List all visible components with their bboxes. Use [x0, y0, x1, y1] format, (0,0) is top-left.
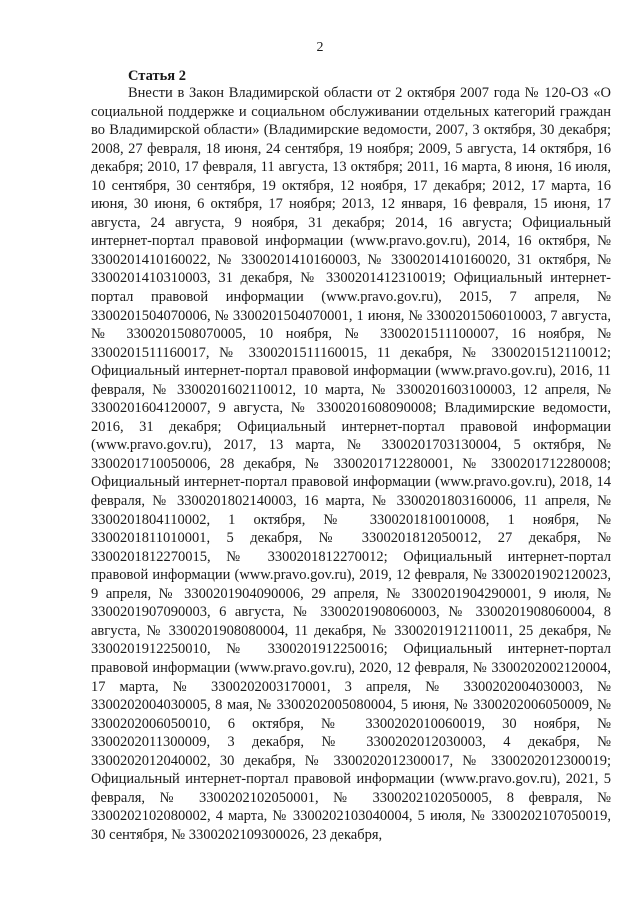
page-number: 2: [316, 40, 324, 55]
article-heading: Статья 2: [128, 68, 186, 84]
article-body-text: Внести в Закон Владимирской области от 2 октября 2007 года № 120-ОЗ «О социальной поддержке и социальном обслуживании отдельных категорий граждан во Владимирской области» (Владимирские ведомости, 2007, 3 октября, 30 декабря; 2008, 27 февраля, 18 июня, 24 сентября, 19 ноября; 2009, 5 августа, 14 октября, 16 декабря; 2010, 17 февраля, 11 августа, 13 октября; 2011, 16 марта, 8 июня, 16 июля, 10 сентября, 30 сентября, 19 октября, 12 ноября, 17 декабря; 2012, 17 марта, 16 июня, 30 июня, 6 октября, 17 ноября; 2013, 12 января, 16 февраля, 15 июня, 17 августа, 24 августа, 9 ноября, 31 декабря; 2014, 16 августа; Официальный интернет-портал правовой информации (www.pravo.gov.ru), 2014, 16 октября, № 3300201410160022, № 3300201410160003, № 3300201410160020, 31 октября, № 3300201410310003, 31 декабря, № 3300201412310019; Официальный интернет-портал правовой информации (www.pravo.gov.ru), 2015, 7 апреля, № 3300201504070006, № 3300201504070001, 1 июня, № 3300201506010003, 7 августа, № 3300201508070005, 10 ноября, № 3300201511100007, 16 ноября, № 3300201511160017, № 3300201511160015, 11 декабря, № 3300201512110012; Официальный интернет-портал правовой информации (www.pravo.gov.ru), 2016, 11 февраля, № 3300201602110012, 10 марта, № 3300201603100003, 12 апреля, № 3300201604120007, 9 августа, № 3300201608090008; Владимирские ведомости, 2016, 31 декабря; Официальный интернет-портал правовой информации (www.pravo.gov.ru), 2017, 13 марта, № 3300201703130004, 5 октября, № 3300201710050006, 28 декабря, № 3300201712280001, № 3300201712280008; Официальный интернет-портал правовой информации (www.pravo.gov.ru), 2018, 14 февраля, № 3300201802140003, 16 марта, № 3300201803160006, 11 апреля, № 3300201804110002, 1 октября, № 3300201810010008, 1 ноября, № 3300201811010001, 5 декабря, № 3300201812050012, 27 декабря, № 3300201812270015, № 3300201812270012; Официальный интернет-портал правовой информации (www.pravo.gov.ru), 2019, 12 февраля, № 3300201902120023, 9 апреля, № 3300201904090006, 29 апреля, № 3300201904290001, 9 июля, № 3300201907090003, 6 августа, № 3300201908060003, № 3300201908060004, 8 августа, № 3300201908080004, 11 декабря, № 3300201912110011, 25 декабря, № 3300201912250010, № 3300201912250016; Официальный интернет-портал правовой информации (www.pravo.gov.ru), 2020, 12 февраля, № 3300202002120004, 17 марта, № 3300202003170001, 3 апреля, № 3300202004030003, № 3300202004030005, 8 мая, № 3300202005080004, 5 июня, № 3300202006050009, № 3300202006050010, 6 октября, № 3300202010060019, 30 ноября, № 3300202011300009, 3 декабря, № 3300202012030003, 4 декабря, № 3300202012040002, 30 декабря, № 3300202012300017, № 3300202012300019; Официальный интернет-портал правовой информации (www.pravo.gov.ru), 2021, 5 февраля, № 3300202102050001, № 3300202102050005, 8 февраля, № 3300202102080002, 4 марта, № 3300202103040004, 5 июля, № 3300202107050019, 30 сентября, № 3300202109300026, 23 декабря,: [91, 85, 611, 843]
